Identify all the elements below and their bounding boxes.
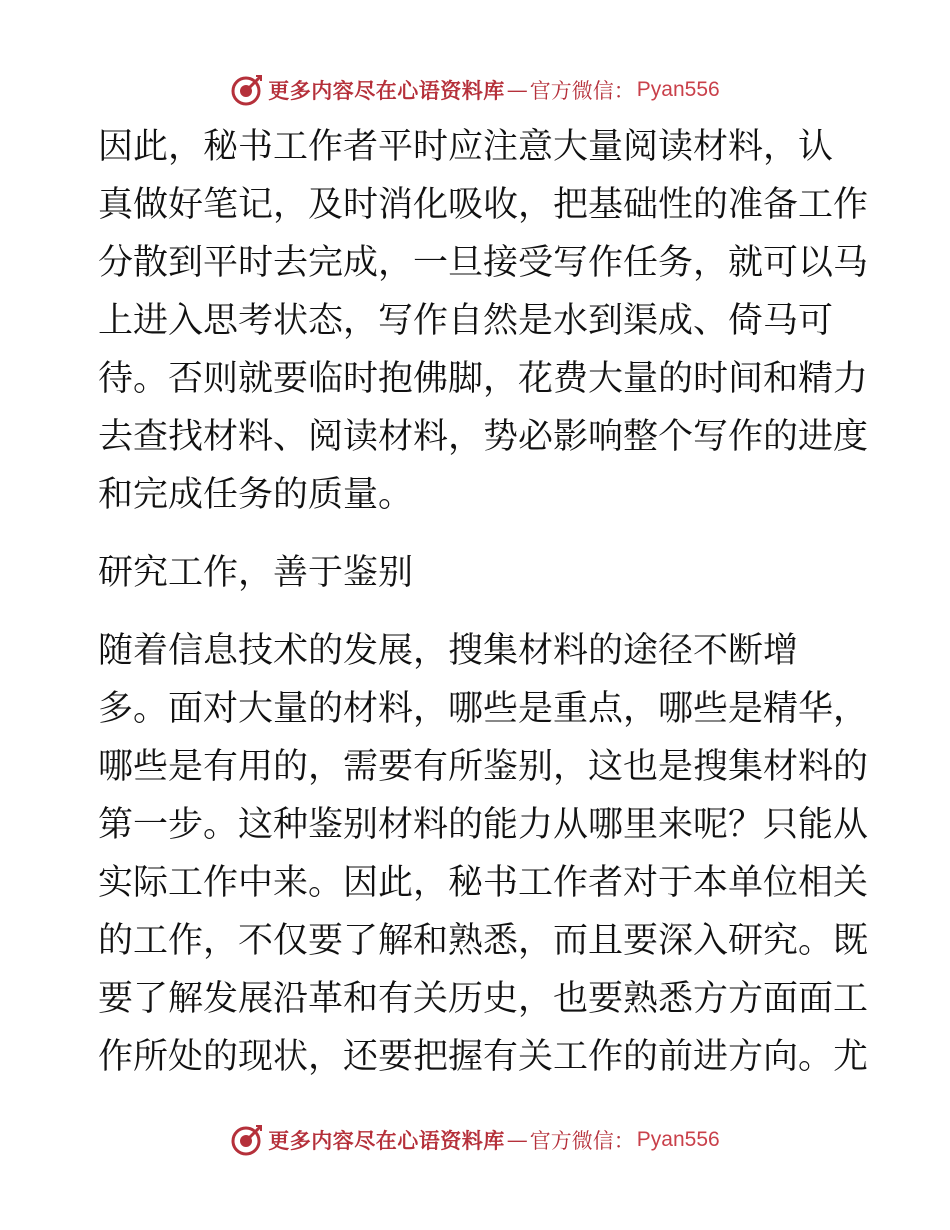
text-line: 上进入思考状态，写作自然是水到渠成、倚马可: [98, 301, 834, 341]
text-line: 分散到平时去完成，一旦接受写作任务，就可以马: [98, 243, 869, 283]
text-line: 第一步。这种鉴别材料的能力从哪里来呢？只能从: [98, 805, 869, 845]
banner-wechat-label: 官方微信：: [529, 79, 635, 103]
banner-text: 更多内容尽在心语资料库: [268, 78, 505, 103]
banner-wechat-id: Pyan556: [636, 1128, 720, 1151]
text-line: 实际工作中来。因此，秘书工作者对于本单位相关: [98, 863, 869, 903]
text-line: 和完成任务的质量。: [98, 475, 414, 515]
banner-dash: —: [506, 1128, 528, 1152]
text-line: 待。否则就要临时抱佛脚，花费大量的时间和精力: [98, 359, 869, 399]
document-body: [98, 118, 869, 1086]
text-line: 要了解发展沿革和有关历史，也要熟悉方方面面工: [98, 979, 869, 1019]
text-line: 的工作，不仅要了解和熟悉，而且要深入研究。既: [98, 921, 869, 961]
brand-logo-icon: [230, 1123, 264, 1157]
text-line: 哪些是有用的，需要有所鉴别，这也是搜集材料的: [98, 747, 869, 787]
text-line: 真做好笔记，及时消化吸收，把基础性的准备工作: [98, 185, 869, 225]
footer-watermark: [0, 1120, 950, 1160]
banner-wechat-id: Pyan556: [636, 78, 720, 101]
text-line: 随着信息技术的发展，搜集材料的途径不断增: [98, 631, 799, 671]
header-watermark: [0, 70, 950, 110]
paragraph: [98, 622, 869, 1086]
paragraph: [98, 118, 869, 524]
banner-dash: —: [506, 78, 528, 102]
text-line: 因此，秘书工作者平时应注意大量阅读材料，认: [98, 127, 834, 167]
section-heading: [98, 544, 858, 602]
banner-text: 更多内容尽在心语资料库: [268, 1128, 505, 1153]
text-line: 多。面对大量的材料，哪些是重点，哪些是精华，: [98, 689, 869, 729]
heading-line: 研究工作，善于鉴别: [98, 553, 414, 593]
text-line: 作所处的现状，还要把握有关工作的前进方向。尤: [98, 1037, 869, 1077]
banner-wechat-label: 官方微信：: [529, 1129, 635, 1153]
text-line: 去查找材料、阅读材料，势必影响整个写作的进度: [98, 417, 869, 457]
brand-logo-icon: [230, 73, 264, 107]
